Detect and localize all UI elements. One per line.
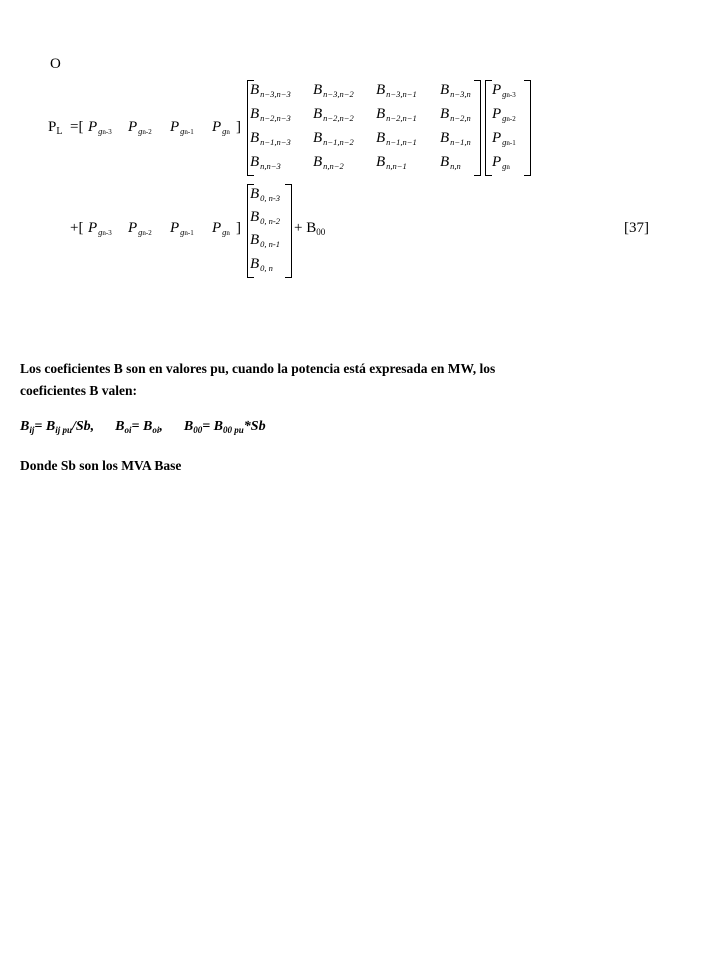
matrix-cell-0-3 [440,82,471,99]
matrix-cell-1-1 [313,106,354,123]
matrix-cell-0-2 [376,82,417,99]
f-b2-rhs-sub: oi [152,425,160,435]
col1-term-2-idx: n-1 [506,139,516,147]
matrix-cell-3-0-sub: n,n−3 [260,161,281,171]
b0-term-0 [250,186,280,203]
col1-term-0-sub: g [502,89,507,99]
row2-term-0-sub: g [98,227,103,237]
matrix-cell-1-2 [376,106,417,123]
row2-term-0-idx: n-3 [102,229,112,237]
matrix-cell-3-2 [376,154,407,171]
matrix-cell-0-0-main: B [250,82,260,98]
matrix-cell-1-2-main: B [376,106,386,122]
row2-term-2-main: P [170,220,180,236]
f-b1-rest: /Sb, [71,419,95,434]
row2-term-0 [88,220,112,237]
matrix-cell-3-0 [250,154,281,171]
col1-term-3 [492,154,510,171]
f-b3-main: B [183,419,194,434]
row2-term-3-sub: g [222,227,227,237]
col1-term-3-idx: n [506,163,510,171]
col1-term-1-sub: g [502,113,507,123]
matrix-cell-0-3-main: B [440,82,450,98]
matrix-cell-0-1-main: B [313,82,323,98]
equation-number: [37] [624,220,649,236]
plus-open-bracket: +[ [70,220,84,236]
col1-term-2 [492,130,516,147]
row1-term-1-idx: n-2 [142,128,152,136]
row2-term-3-idx: n [226,229,230,237]
row1-term-2-sub: g [180,126,185,136]
matrix-cell-3-1-sub: n,n−2 [323,161,344,171]
matrix-cell-2-1-sub: n−1,n−2 [323,137,354,147]
row1-term-2-idx: n-1 [184,128,194,136]
b0-term-0-sub: 0, n-3 [260,193,281,203]
row2-term-1 [128,220,152,237]
b0-term-1-main: B [250,209,260,225]
f-b1-sub: ij [29,425,35,435]
matrix-cell-3-3-main: B [440,154,450,170]
paragraph-2: Donde Sb son los MVA Base [20,458,182,473]
b0-term-3-sub: 0, n [260,263,273,273]
matrix-cell-2-1 [313,130,354,147]
row1-term-1 [128,119,152,136]
f-b2-sub: oi [124,425,132,435]
f-b3-sub: 00 [193,425,203,435]
row2-term-2-sub: g [180,227,185,237]
b0-term-1 [250,209,280,226]
matrix-cell-3-0-main: B [250,154,260,170]
matrix-cell-0-1 [313,82,354,99]
matrix-cell-2-0-main: B [250,130,260,146]
row1-term-0-idx: n-3 [102,128,112,136]
col1-term-2-sub: g [502,137,507,147]
f-b3-eq: = B [202,419,224,434]
matrix-cell-3-1 [313,154,344,171]
row1-term-1-sub: g [138,126,143,136]
f-b2-main: B [115,419,125,434]
matrix-cell-2-0 [250,130,291,147]
lhs-pl [48,119,62,136]
matrix-cell-0-1-sub: n−3,n−2 [323,89,354,99]
col1-term-3-main: P [492,154,502,170]
matrix-cell-2-2-main: B [376,130,386,146]
matrix-cell-1-0-sub: n−2,n−3 [260,113,291,123]
f-b2-eq: = B [131,419,153,434]
row2-term-1-main: P [128,220,138,236]
matrix-cell-3-3-sub: n,n [450,161,461,171]
f-b1-eq: = B [34,419,56,434]
heading-o: O [50,56,61,72]
paragraph-1-line-1: Los coeficientes B son en valores pu, cuando la potencia está expresada en MW, los [20,361,496,376]
col1-term-3-sub: g [502,161,507,171]
b-coefficient-formula [20,419,266,435]
matrix-cell-1-1-sub: n−2,n−2 [323,113,354,123]
row1-term-3-sub: g [222,126,227,136]
matrix-cell-0-0 [250,82,291,99]
f-b1-main: B [20,419,30,434]
b0-term-2-main: B [250,232,260,248]
plus-b00-main: + B [294,220,317,236]
col-vector-1-left-bracket [485,80,492,176]
matrix-cell-1-1-main: B [313,106,323,122]
row-vector-2-close: ] [236,220,241,236]
matrix-cell-2-1-main: B [313,130,323,146]
matrix-cell-2-3-main: B [440,130,450,146]
matrix-cell-3-2-sub: n,n−1 [386,161,407,171]
matrix-cell-2-0-sub: n−1,n−3 [260,137,291,147]
f-b3-rest: *Sb [243,419,266,434]
matrix-cell-3-3 [440,154,461,171]
col1-term-0 [492,82,516,99]
matrix-cell-1-2-sub: n−2,n−1 [386,113,417,123]
f-b2-rest: , [159,419,163,434]
row1-term-2 [170,119,194,136]
col1-term-0-idx: n-3 [506,91,516,99]
matrix-cell-0-0-sub: n−3,n−3 [260,89,291,99]
paragraph-1-line-2: coeficientes B valen: [20,383,137,398]
f-b3-rhs-sub: 00 pu [223,425,244,435]
row1-term-3-main: P [212,119,222,135]
row1-term-3-idx: n [226,128,230,136]
row2-term-3-main: P [212,220,222,236]
matrix-cell-0-2-sub: n−3,n−1 [386,89,417,99]
col1-term-0-main: P [492,82,502,98]
row1-term-3 [212,119,230,136]
matrix-cell-1-0 [250,106,291,123]
matrix-cell-0-2-main: B [376,82,386,98]
row1-term-0-main: P [88,119,98,135]
matrix-cell-0-3-sub: n−3,n [450,89,471,99]
b0-term-1-sub: 0, n-2 [260,216,281,226]
row2-term-1-sub: g [138,227,143,237]
matrix-cell-1-3-sub: n−2,n [450,113,471,123]
plus-b00-sub: 00 [316,227,326,237]
row1-term-2-main: P [170,119,180,135]
matrix-cell-1-3 [440,106,471,123]
equals-open-bracket: =[ [70,119,84,135]
row-vector-1-close: ] [236,119,241,135]
row2-term-0-main: P [88,220,98,236]
f-b1-rhs-sub: ij pu [55,425,72,435]
row2-term-2-idx: n-1 [184,229,194,237]
row1-term-0 [88,119,112,136]
matrix-cell-2-2-sub: n−1,n−1 [386,137,417,147]
matrix-cell-1-3-main: B [440,106,450,122]
col1-term-2-main: P [492,130,502,146]
matrix-cell-2-3-sub: n−1,n [450,137,471,147]
matrix-cell-2-2 [376,130,417,147]
b0-vector-right-bracket [285,184,292,278]
b0-term-2 [250,232,280,249]
b0-term-3 [250,256,273,273]
col1-term-1 [492,106,516,123]
b0-term-2-sub: 0, n-1 [260,239,281,249]
row1-term-0-sub: g [98,126,103,136]
matrix-cell-2-3 [440,130,471,147]
matrix-cell-3-1-main: B [313,154,323,170]
b0-term-3-main: B [250,256,260,272]
matrix-cell-3-2-main: B [376,154,386,170]
lhs-main: P [48,119,57,135]
col-vector-1-right-bracket [524,80,531,176]
row2-term-1-idx: n-2 [142,229,152,237]
row1-term-1-main: P [128,119,138,135]
row2-term-3 [212,220,230,237]
b0-term-0-main: B [250,186,260,202]
lhs-sub: L [56,126,63,137]
row2-term-2 [170,220,194,237]
matrix-cell-1-0-main: B [250,106,260,122]
plus-b00 [294,220,325,237]
matrix-right-bracket [474,80,481,176]
col1-term-1-main: P [492,106,502,122]
col1-term-1-idx: n-2 [506,115,516,123]
